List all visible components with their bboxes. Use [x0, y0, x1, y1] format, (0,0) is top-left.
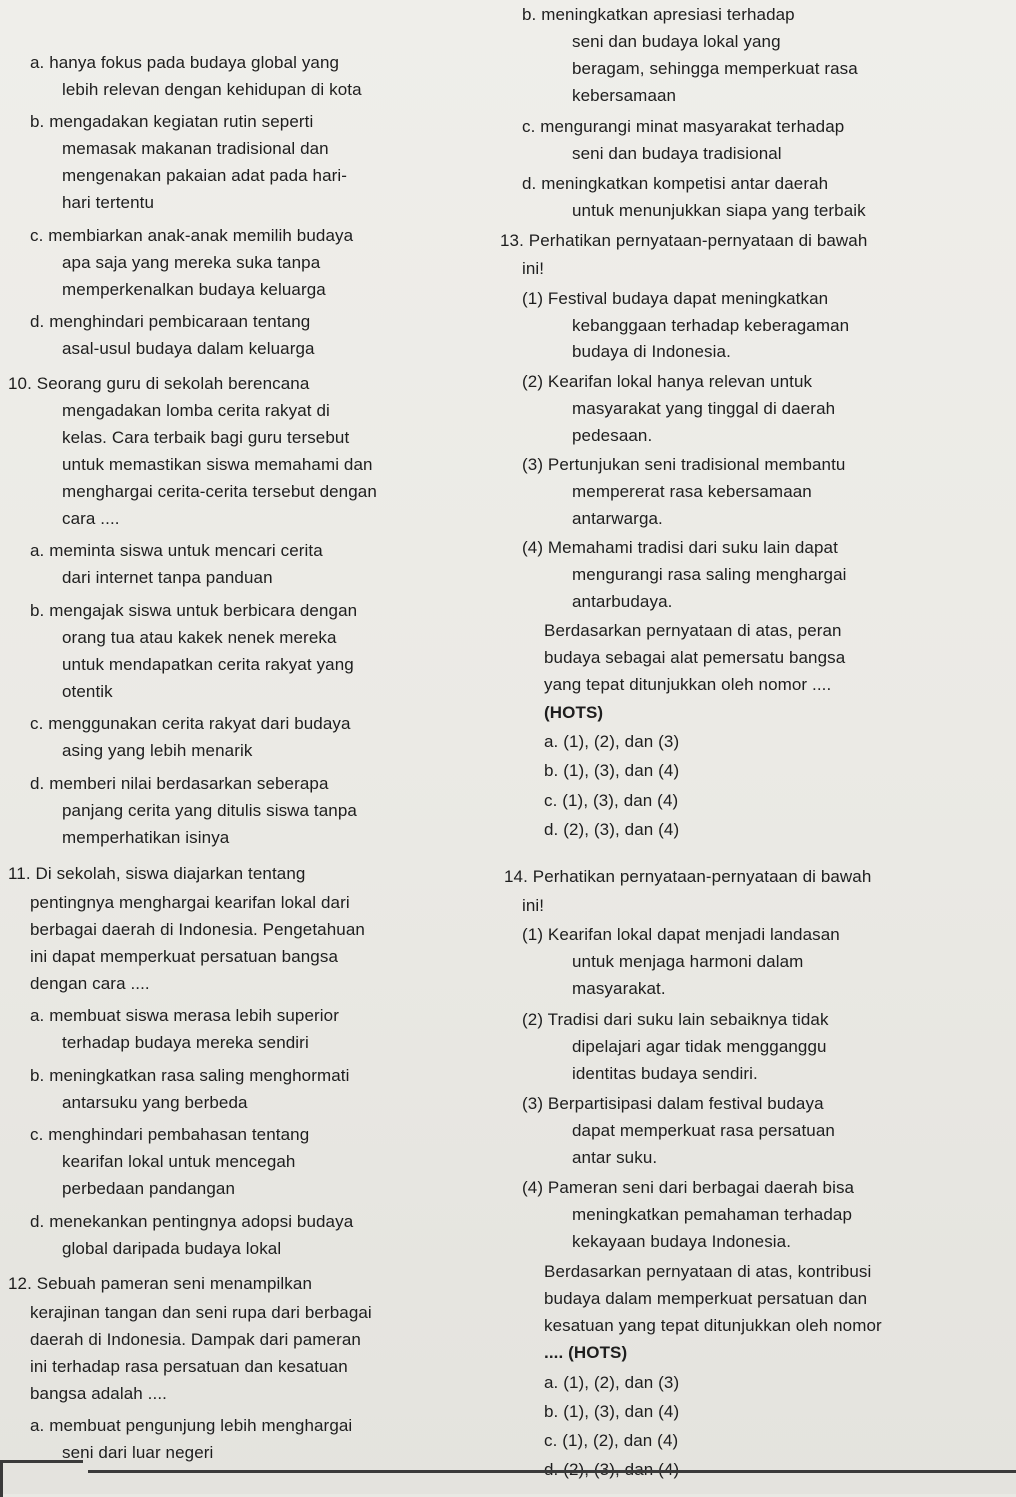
- q13-statement-1-line3: budaya di Indonesia.: [572, 342, 731, 361]
- q10-stem-line1: 10. Seorang guru di sekolah berencana: [8, 374, 310, 393]
- q12-stem-line4: ini terhadap rasa persatuan dan kesatuan: [30, 1357, 348, 1376]
- q11-stem-line3: berbagai daerah di Indonesia. Pengetahuan: [30, 920, 365, 939]
- q10-option-b-line1: b. mengajak siswa untuk berbicara dengan: [30, 601, 358, 620]
- q13-statement-4-line2: mengurangi rasa saling menghargai: [572, 565, 847, 584]
- q10-option-c-line1: c. menggunakan cerita rakyat dari budaya: [30, 714, 351, 733]
- q13-statement-4-line1: (4) Memahami tradisi dari suku lain dapat: [522, 538, 838, 557]
- q11-option-b-line1: b. meningkatkan rasa saling menghormati: [30, 1066, 350, 1085]
- q11-stem-line4: ini dapat memperkuat persatuan bangsa: [30, 947, 339, 966]
- q12-stem-line2: kerajinan tangan dan seni rupa dari berbagai: [30, 1303, 372, 1322]
- q13-statement-1-line1: (1) Festival budaya dapat meningkatkan: [522, 289, 829, 308]
- q12-stem-line3: daerah di Indonesia. Dampak dari pameran: [30, 1330, 361, 1349]
- q14-statement-1-line3: masyarakat.: [572, 979, 666, 998]
- q10-option-b-line2: orang tua atau kakek nenek mereka: [62, 628, 337, 647]
- q14-statement-2-line2: dipelajari agar tidak mengganggu: [572, 1037, 827, 1056]
- q13-hots-tag: (HOTS): [544, 703, 604, 722]
- q14-hots-tag: .... (HOTS): [544, 1343, 628, 1362]
- q13-question-line3: yang tepat ditunjukkan oleh nomor ....: [544, 675, 832, 694]
- q12-option-a-line1: a. membuat pengunjung lebih menghargai: [30, 1416, 353, 1435]
- q14-question-line3: kesatuan yang tepat ditunjukkan oleh nomor: [544, 1316, 882, 1335]
- q12-option-d-line2: untuk menunjukkan siapa yang terbaik: [572, 201, 866, 220]
- q10-stem-line2: mengadakan lomba cerita rakyat di: [62, 401, 330, 420]
- q13-stem-line1: 13. Perhatikan pernyataan-pernyataan di bawah: [500, 231, 868, 250]
- q12-option-c-line1: c. mengurangi minat masyarakat terhadap: [522, 117, 845, 136]
- q10-stem-line6: cara ....: [62, 509, 120, 528]
- q12-stem-line1: 12. Sebuah pameran seni menampilkan: [8, 1274, 313, 1293]
- q14-option-a: a. (1), (2), dan (3): [544, 1373, 680, 1392]
- q13-statement-2-line1: (2) Kearifan lokal hanya relevan untuk: [522, 372, 813, 391]
- q13-option-b: b. (1), (3), dan (4): [544, 761, 680, 780]
- q9-option-d-line1: d. menghindari pembicaraan tentang: [30, 312, 311, 331]
- q14-statement-2-line3: identitas budaya sendiri.: [572, 1064, 758, 1083]
- q13-statement-4-line3: antarbudaya.: [572, 592, 673, 611]
- q10-option-c-line2: asing yang lebih menarik: [62, 741, 253, 760]
- q14-statement-3-line2: dapat memperkuat rasa persatuan: [572, 1121, 835, 1140]
- q10-option-d-line3: memperhatikan isinya: [62, 828, 230, 847]
- q13-question-line1: Berdasarkan pernyataan di atas, peran: [544, 621, 842, 640]
- q12-option-d-line1: d. meningkatkan kompetisi antar daerah: [522, 174, 829, 193]
- q11-stem-line2: pentingnya menghargai kearifan lokal dari: [30, 893, 350, 912]
- q13-option-d: d. (2), (3), dan (4): [544, 820, 680, 839]
- q14-question-line2: budaya dalam memperkuat persatuan dan: [544, 1289, 868, 1308]
- q13-statement-3-line1: (3) Pertunjukan seni tradisional membantu: [522, 455, 846, 474]
- page-bottom-rule: [88, 1470, 1016, 1473]
- q11-option-c-line2: kearifan lokal untuk mencegah: [62, 1152, 296, 1171]
- q11-option-a-line1: a. membuat siswa merasa lebih superior: [30, 1006, 339, 1025]
- q10-option-b-line3: untuk mendapatkan cerita rakyat yang: [62, 655, 354, 674]
- q13-statement-1-line2: kebanggaan terhadap keberagaman: [572, 316, 850, 335]
- q13-statement-3-line3: antarwarga.: [572, 509, 663, 528]
- q10-option-d-line2: panjang cerita yang ditulis siswa tanpa: [62, 801, 357, 820]
- q10-option-a-line1: a. meminta siswa untuk mencari cerita: [30, 541, 323, 560]
- q9-option-c-line3: memperkenalkan budaya keluarga: [62, 280, 326, 299]
- q14-statement-2-line1: (2) Tradisi dari suku lain sebaiknya tidak: [522, 1010, 829, 1029]
- q12-option-b-line1: b. meningkatkan apresiasi terhadap: [522, 5, 795, 24]
- q9-option-b-line2: memasak makanan tradisional dan: [62, 139, 329, 158]
- q11-option-d-line1: d. menekankan pentingnya adopsi budaya: [30, 1212, 354, 1231]
- q12-option-b-line4: kebersamaan: [572, 86, 677, 105]
- q11-option-c-line1: c. menghindari pembahasan tentang: [30, 1125, 310, 1144]
- q10-stem-line4: untuk memastikan siswa memahami dan: [62, 455, 373, 474]
- q10-option-b-line4: otentik: [62, 682, 113, 701]
- q14-statement-4-line1: (4) Pameran seni dari berbagai daerah bisa: [522, 1178, 855, 1197]
- q11-option-d-line2: global daripada budaya lokal: [62, 1239, 282, 1258]
- q14-statement-1-line1: (1) Kearifan lokal dapat menjadi landasan: [522, 925, 840, 944]
- q11-option-b-line2: antarsuku yang berbeda: [62, 1093, 248, 1112]
- q9-option-a-line1: a. hanya fokus pada budaya global yang: [30, 53, 340, 72]
- q11-stem-line1: 11. Di sekolah, siswa diajarkan tentang: [8, 864, 306, 883]
- q12-option-b-line3: beragam, sehingga memperkuat rasa: [572, 59, 858, 78]
- q12-option-b-line2: seni dan budaya lokal yang: [572, 32, 781, 51]
- q9-option-d-line2: asal-usul budaya dalam keluarga: [62, 339, 315, 358]
- q14-stem-line2: ini!: [522, 896, 545, 915]
- q9-option-c-line2: apa saja yang mereka suka tanpa: [62, 253, 321, 272]
- q14-question-line1: Berdasarkan pernyataan di atas, kontribusi: [544, 1262, 872, 1281]
- q14-statement-4-line2: meningkatkan pemahaman terhadap: [572, 1205, 853, 1224]
- q13-option-c: c. (1), (3), dan (4): [544, 791, 679, 810]
- q12-option-c-line2: seni dan budaya tradisional: [572, 144, 782, 163]
- q14-statement-1-line2: untuk menjaga harmoni dalam: [572, 952, 804, 971]
- q14-statement-4-line3: kekayaan budaya Indonesia.: [572, 1232, 792, 1251]
- q10-option-a-line2: dari internet tanpa panduan: [62, 568, 273, 587]
- q10-stem-line5: menghargai cerita-cerita tersebut dengan: [62, 482, 377, 501]
- q12-option-a-line2: seni dari luar negeri: [62, 1443, 214, 1462]
- q14-option-c: c. (1), (2), dan (4): [544, 1431, 679, 1450]
- q9-option-b-line3: mengenakan pakaian adat pada hari-: [62, 166, 348, 185]
- q14-option-b: b. (1), (3), dan (4): [544, 1402, 680, 1421]
- q9-option-b-line4: hari tertentu: [62, 193, 155, 212]
- q13-statement-2-line3: pedesaan.: [572, 426, 653, 445]
- q13-statement-2-line2: masyarakat yang tinggal di daerah: [572, 399, 836, 418]
- q11-option-a-line2: terhadap budaya mereka sendiri: [62, 1033, 309, 1052]
- q13-stem-line2: ini!: [522, 259, 545, 278]
- page-corner-mark: [0, 1460, 83, 1497]
- q9-option-c-line1: c. membiarkan anak-anak memilih budaya: [30, 226, 354, 245]
- q11-option-c-line3: perbedaan pandangan: [62, 1179, 236, 1198]
- q10-option-d-line1: d. memberi nilai berdasarkan seberapa: [30, 774, 329, 793]
- q13-question-line2: budaya sebagai alat pemersatu bangsa: [544, 648, 846, 667]
- q10-stem-line3: kelas. Cara terbaik bagi guru tersebut: [62, 428, 350, 447]
- q13-option-a: a. (1), (2), dan (3): [544, 732, 680, 751]
- q12-stem-line5: bangsa adalah ....: [30, 1384, 167, 1403]
- q9-option-a-line2: lebih relevan dengan kehidupan di kota: [62, 80, 362, 99]
- q11-stem-line5: dengan cara ....: [30, 974, 150, 993]
- q14-stem-line1: 14. Perhatikan pernyataan-pernyataan di bawah: [504, 867, 872, 886]
- q14-statement-3-line1: (3) Berpartisipasi dalam festival budaya: [522, 1094, 824, 1113]
- q13-statement-3-line2: mempererat rasa kebersamaan: [572, 482, 812, 501]
- q9-option-b-line1: b. mengadakan kegiatan rutin seperti: [30, 112, 314, 131]
- q14-statement-3-line3: antar suku.: [572, 1148, 658, 1167]
